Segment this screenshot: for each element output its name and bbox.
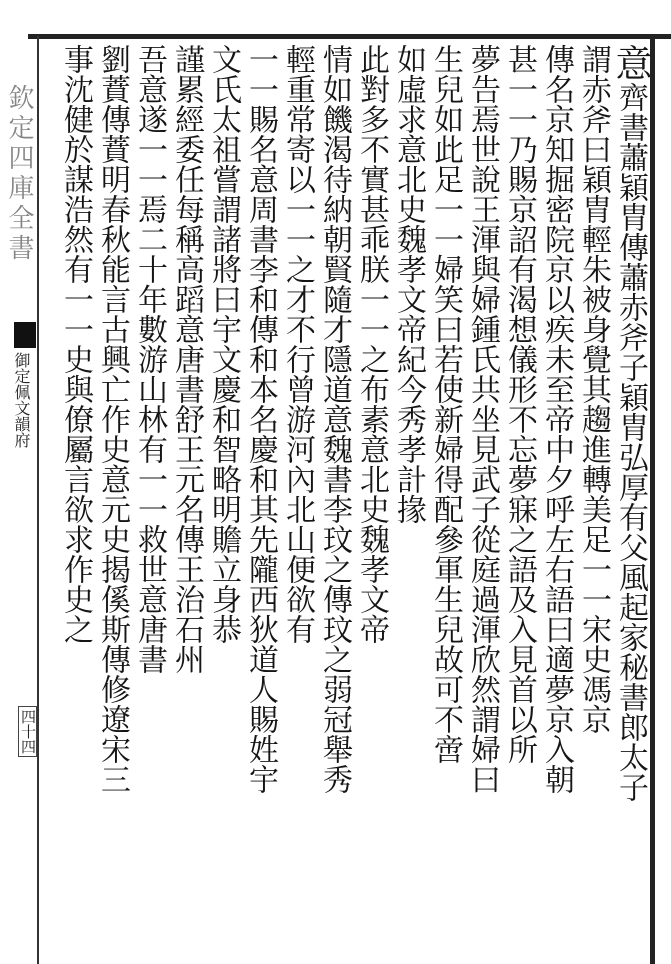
column-text: 輕重常寄以一一之才不行曾游河內北山便欲有: [280, 44, 315, 644]
left-margin: [0, 36, 37, 964]
right-border-line: [650, 34, 655, 964]
text-column-15: [92, 44, 132, 924]
text-column-5: [462, 44, 502, 924]
text-column-16: [55, 44, 95, 924]
column-text: 如虛求意北史魏孝文帝紀今秀孝計掾: [391, 44, 426, 524]
text-column-4: [499, 44, 539, 924]
column-text: 齊書蕭穎胄傳蕭赤斧子穎胄弘厚有父風起家秘書郎太子: [613, 82, 648, 802]
text-area: [50, 44, 650, 944]
column-text: 甚一一乃賜京詔有渴想儀形不忘夢寐之語及入見首以所: [502, 44, 537, 764]
text-column-2: [573, 44, 613, 924]
text-column-10: [277, 44, 317, 924]
top-border-line: [28, 34, 671, 39]
column-text: 生兒如此足一一婦笑曰若使新婦得配參軍生兒故可不啻: [428, 44, 463, 764]
column-text: 文氏太祖嘗謂諸將曰宇文慶和智略明贍立身恭: [206, 44, 241, 644]
column-text: 情如饑渴待納朝賢隨才隱道意魏書李玟之傳玟之弱冠舉秀: [317, 44, 352, 794]
fishtail-mark: [14, 322, 36, 348]
column-text: 事沈健於謀浩然有一一史與僚屬言欲求作史之: [58, 44, 93, 644]
text-column-12: [203, 44, 243, 924]
text-column-9: [314, 44, 354, 924]
text-column-8: [351, 44, 391, 924]
text-column-11: [240, 44, 280, 924]
column-text: 夢告焉世說王渾與婦鍾氏共坐見武子從庭過渾欣然謂婦曰: [465, 44, 500, 794]
margin-title: 欽定四庫全書: [4, 84, 34, 264]
column-text: 一一賜名意周書李和傳和本名慶和其先隴西狄道人賜姓宇: [243, 44, 278, 794]
column-text: 傳名京知掘密院京以疾未至帝中夕呼左右語曰適夢京入朝: [539, 44, 574, 794]
column-text: 劉蕡傳蕡明春秋能言古興亡作史意元史揭傒斯傳修遼宋三: [95, 44, 130, 794]
text-column-3: [536, 44, 576, 924]
folio-number: 四十四: [18, 706, 37, 757]
text-column-1: [610, 44, 650, 924]
text-column-7: [388, 44, 428, 924]
text-column-14: [129, 44, 169, 924]
text-column-13: [166, 44, 206, 924]
text-column-6: [425, 44, 465, 924]
left-frame-line: [37, 36, 39, 964]
running-head: 御定佩文韻府: [12, 352, 31, 448]
column-text: 吾意遂一一焉二十年數游山林有一一救世意唐書: [132, 44, 167, 674]
entry-keyword: 意: [609, 44, 652, 82]
column-text: 謹累經委任每稱高蹈意唐書舒王元名傳王治石州: [169, 44, 204, 674]
column-text: 謂赤斧曰穎胄輕朱被身覺其趨進轉美足一一宋史馮京: [576, 44, 611, 734]
column-text: 此對多不實甚乖朕一一之布素意北史魏孝文帝: [354, 44, 389, 644]
